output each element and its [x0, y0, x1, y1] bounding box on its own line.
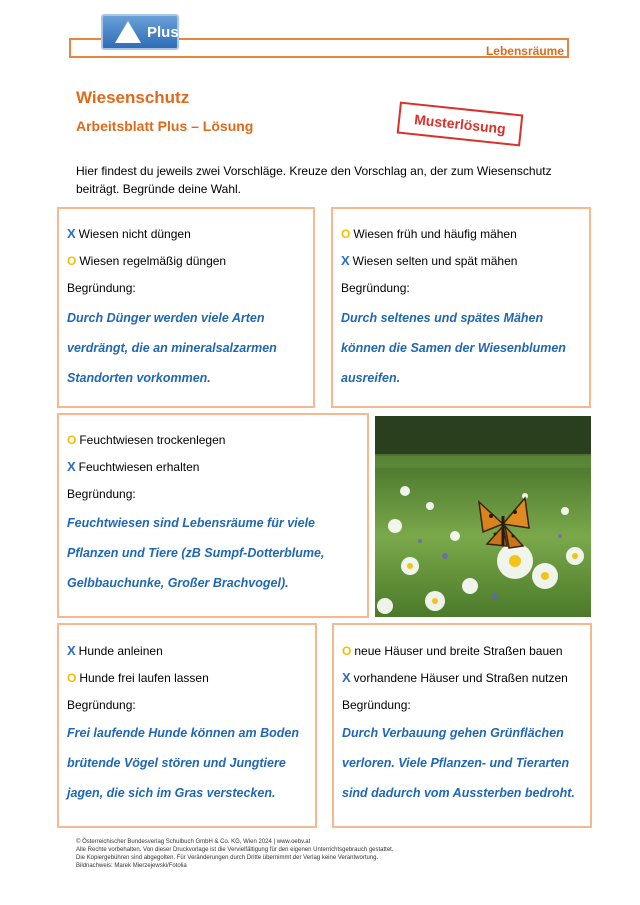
- option-label: Feuchtwiesen erhalten: [78, 460, 200, 474]
- sample-solution-stamp: Musterlösung: [397, 102, 524, 147]
- checked-mark: X: [67, 226, 76, 241]
- option-row: [67, 433, 225, 447]
- answer-line: Durch Dünger werden viele Arten: [67, 311, 265, 325]
- answer-line: sind dadurch vom Aussterben bedroht.: [342, 786, 575, 800]
- answer-line: Gelbbauchunke, Großer Brachvogel).: [67, 576, 289, 590]
- option-label: Feuchtwiesen trockenlegen: [79, 433, 226, 447]
- meadow-butterfly-photo: [375, 416, 591, 617]
- reason-label: Begründung:: [342, 698, 411, 712]
- answer-text: [67, 303, 312, 393]
- footer-line: Alle Rechte vorbehalten. Von dieser Druckvorlage ist die Vervielfältigung für den eigenen Unterrichtsgebrauch gestattet.: [76, 847, 394, 853]
- page-subtitle: Arbeitsblatt Plus – Lösung: [76, 118, 254, 134]
- instructions: Hier findest du jeweils zwei Vorschläge. Kreuze den Vorschlag an, der zum Wiesenschutz beiträgt. Begründe deine Wahl.: [76, 164, 552, 196]
- page-title: Wiesenschutz: [76, 88, 190, 107]
- reason-label: Begründung:: [67, 281, 136, 295]
- option-row: [341, 227, 517, 241]
- footer-line: Die Kopiergebühren sind abgegolten. Für Veränderungen durch Dritte übernimmt der Verlag keine Verantwortung.: [76, 855, 379, 861]
- unchecked-mark: O: [341, 227, 351, 241]
- reason-label: Begründung:: [67, 698, 136, 712]
- checked-mark: X: [67, 459, 76, 474]
- unchecked-mark: O: [67, 254, 77, 268]
- answer-line: verloren. Viele Pflanzen- und Tierarten: [342, 756, 570, 770]
- option-row: [67, 254, 226, 268]
- answer-line: brütende Vögel stören und Jungtiere: [67, 756, 286, 770]
- footer-line: Bildnachweis: Marek Mierzejewski/Fotolia: [76, 863, 187, 869]
- option-label: Wiesen regelmäßig düngen: [79, 254, 227, 268]
- answer-text: [341, 303, 589, 393]
- option-label: Wiesen nicht düngen: [78, 227, 191, 241]
- triangle-icon: [115, 21, 141, 43]
- answer-text: [342, 718, 590, 808]
- answer-line: ausreifen.: [341, 371, 401, 385]
- answer-line: Durch seltenes und spätes Mähen: [341, 311, 544, 325]
- unchecked-mark: O: [67, 433, 77, 447]
- answer-line: verdrängt, die an mineralsalzarmen: [67, 341, 277, 355]
- section-label: Lebensräume: [485, 44, 564, 58]
- option-label: neue Häuser und breite Straßen bauen: [354, 644, 563, 658]
- checked-mark: X: [341, 253, 350, 268]
- footer-line: © Österreichischer Bundesverlag Schulbuch GmbH & Co. KG, Wien 2024 | www.oebv.at: [76, 839, 311, 845]
- option-label: vorhandene Häuser und Straßen nutzen: [353, 671, 568, 685]
- exercise-box-2: [331, 207, 591, 408]
- answer-line: Pflanzen und Tiere (zB Sumpf-Dotterblume,: [67, 546, 325, 560]
- option-label: Hunde anleinen: [78, 644, 163, 658]
- logo-text: Plus: [147, 23, 179, 41]
- option-label: Hunde frei laufen lassen: [79, 671, 209, 685]
- unchecked-mark: O: [342, 644, 352, 658]
- reason-label: Begründung:: [67, 487, 136, 501]
- exercise-box-5: [332, 623, 592, 828]
- exercise-box-4: [57, 623, 317, 828]
- answer-line: jagen, die sich im Gras verstecken.: [67, 786, 276, 800]
- plus-logo: [101, 14, 179, 50]
- unchecked-mark: O: [67, 671, 77, 685]
- option-row: [67, 227, 191, 241]
- option-row: [342, 644, 563, 658]
- option-row: [67, 671, 209, 685]
- reason-label: Begründung:: [341, 281, 410, 295]
- answer-line: Frei laufende Hunde können am Boden: [67, 726, 299, 740]
- butterfly-image: [375, 416, 591, 617]
- checked-mark: X: [67, 643, 76, 658]
- answer-line: Feuchtwiesen sind Lebensräume für viele: [67, 516, 315, 530]
- option-row: [341, 254, 517, 268]
- option-row: [67, 644, 163, 658]
- answer-line: können die Samen der Wiesenblumen: [341, 341, 566, 355]
- answer-text: [67, 718, 315, 808]
- exercise-box-1: [57, 207, 315, 408]
- option-row: [342, 671, 568, 685]
- answer-line: Standorten vorkommen.: [67, 371, 211, 385]
- answer-text: [67, 508, 367, 598]
- option-label: Wiesen selten und spät mähen: [352, 254, 518, 268]
- option-label: Wiesen früh und häufig mähen: [353, 227, 517, 241]
- option-row: [67, 460, 199, 474]
- exercise-box-3: [57, 413, 369, 618]
- checked-mark: X: [342, 670, 351, 685]
- answer-line: Durch Verbauung gehen Grünflächen: [342, 726, 564, 740]
- copyright-footer: [76, 838, 394, 870]
